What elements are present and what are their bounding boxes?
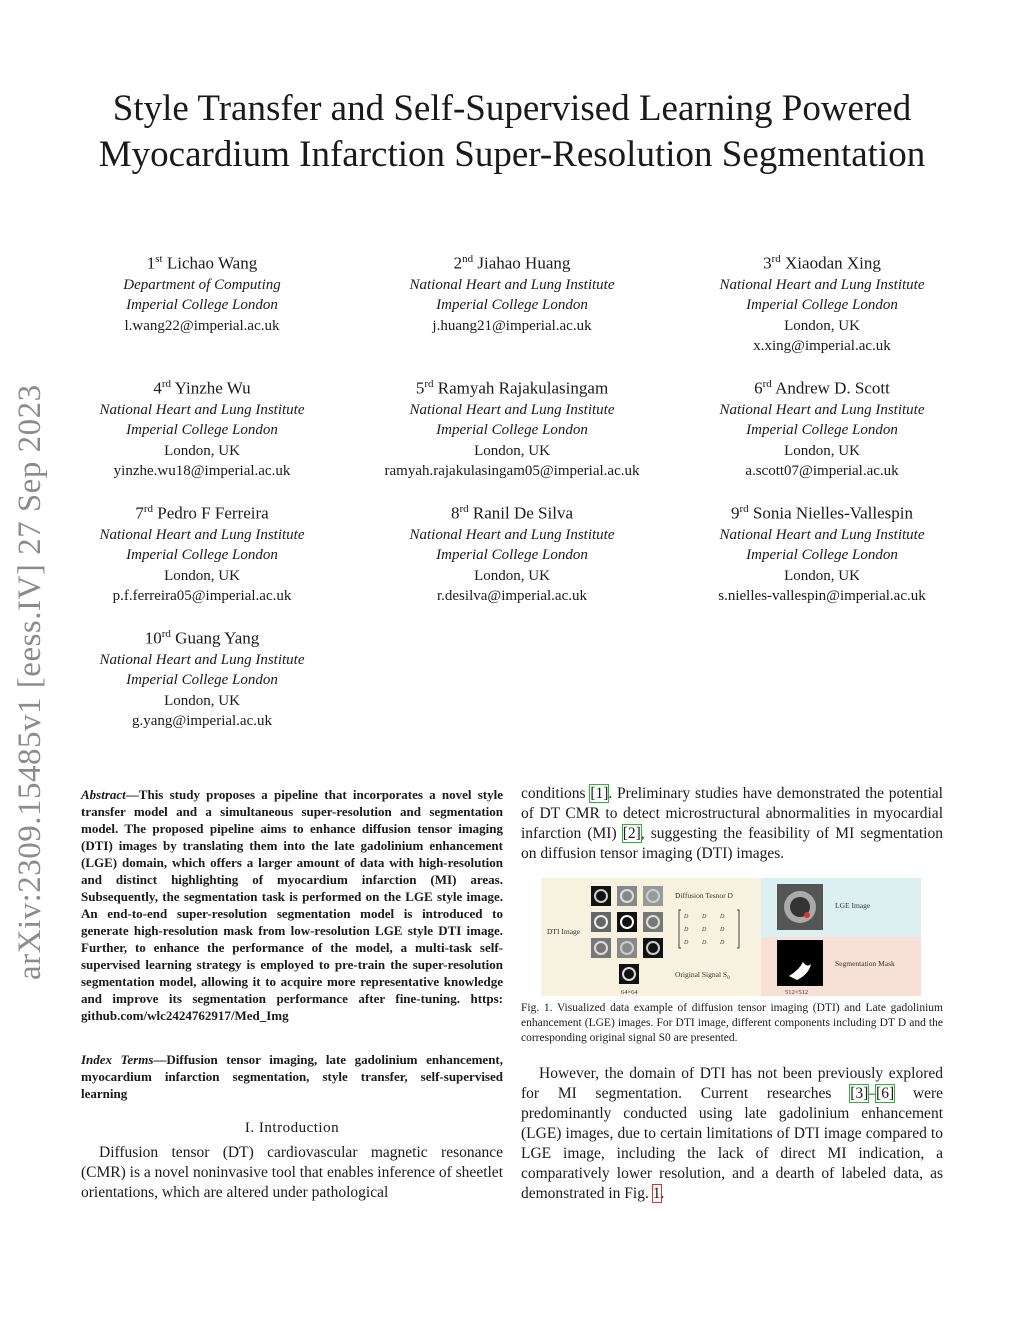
index-terms xyxy=(81,1051,503,1102)
segmentation-mask xyxy=(777,940,823,986)
right-paragraph-2 xyxy=(521,1064,943,1204)
author-email[interactable]: j.huang21@imperial.ac.uk xyxy=(432,317,592,334)
author-location: London, UK xyxy=(784,317,860,334)
author-department: National Heart and Lung Institute xyxy=(719,401,925,418)
lge-image xyxy=(777,884,823,930)
right-paragraph-1 xyxy=(521,784,943,864)
author-card xyxy=(662,373,982,482)
svg-text:D: D xyxy=(684,914,689,920)
size-large: 512×512 xyxy=(785,989,809,996)
author-card xyxy=(662,498,982,607)
abstract xyxy=(81,786,503,1024)
author-department: Department of Computing xyxy=(123,276,281,293)
author-location: London, UK xyxy=(164,442,240,459)
dti-label: DTI Image xyxy=(547,927,581,936)
figure-1 xyxy=(541,878,921,996)
arxiv-stamp: arXiv:2309.15485v1 [eess.IV] 27 Sep 2023 xyxy=(12,384,48,980)
citation-link[interactable]: [1] xyxy=(590,785,609,802)
author-email[interactable]: p.f.ferreira05@imperial.ac.uk xyxy=(112,588,292,605)
author-institution: Imperial College London xyxy=(126,422,278,439)
author-name: 6rd Andrew D. Scott xyxy=(754,378,890,398)
author-department: National Heart and Lung Institute xyxy=(719,276,925,293)
citation-link[interactable]: [3] xyxy=(850,1085,869,1102)
author-name: 5rd Ramyah Rajakulasingam xyxy=(415,378,609,398)
index-terms-label: Index Terms xyxy=(81,1052,154,1067)
author-department: National Heart and Lung Institute xyxy=(409,526,615,543)
author-email[interactable]: x.xing@imperial.ac.uk xyxy=(753,338,891,355)
figure-graphic xyxy=(541,878,921,996)
author-name: 7rd Pedro F Ferreira xyxy=(135,503,269,523)
author-institution: Imperial College London xyxy=(126,547,278,564)
figure-reference-link[interactable]: 1 xyxy=(652,1185,661,1202)
author-name: 3rd Xiaodan Xing xyxy=(763,253,881,273)
abstract-text: —This study proposes a pipeline that incorporates a novel style transfer model and a simultaneous super-resolution and segmentation model. The proposed pipeline aims to enhance diffusion tensor imaging (DTI) images by translating them into the late gadolinium enhancement (LGE) domain, which offers a larger amount of data with high-resolution and distinct highlighting of myocardium infarction (MI) areas. Subsequently, the segmentation task is performed on the LGE style image. An end-to-end super-resolution segmentation model is introduced to generate high-resolution mask from low-resolution LGE style DTI image. Further, to enhance the performance of the model, a multi-task self-supervised learning strategy is employed to pre-train the super-resolution segmentation model, allowing it to acquire more representative knowledge and improve its segmentation performance after fine-tuning. https: github.com/wlc2424762917/Med_Img xyxy=(81,787,503,1023)
author-card xyxy=(42,623,362,732)
svg-text:D: D xyxy=(702,927,707,933)
author-card xyxy=(42,248,362,336)
citation-link[interactable]: [6] xyxy=(876,1085,895,1102)
author-location: London, UK xyxy=(164,692,240,709)
author-card xyxy=(352,498,672,607)
author-location: London, UK xyxy=(784,567,860,584)
author-department: National Heart and Lung Institute xyxy=(409,276,615,293)
author-card xyxy=(352,248,672,336)
text-run: . Preliminary studies have demonstrated the potential of DT CMR to detect microstructural abnormalities in myocardial infarction (MI) xyxy=(521,785,943,842)
author-department: National Heart and Lung Institute xyxy=(409,401,615,418)
text-run: – xyxy=(868,1085,877,1102)
author-department: National Heart and Lung Institute xyxy=(99,526,305,543)
author-department: National Heart and Lung Institute xyxy=(99,651,305,668)
svg-text:D: D xyxy=(720,914,725,920)
author-location: London, UK xyxy=(474,442,550,459)
author-institution: Imperial College London xyxy=(746,422,898,439)
seg-label: Segmentation Mask xyxy=(835,959,895,968)
author-card xyxy=(42,373,362,482)
author-name: 10rd Guang Yang xyxy=(144,628,260,648)
author-email[interactable]: yinzhe.wu18@imperial.ac.uk xyxy=(113,463,291,480)
tensor-label: Diffusion Tesnor D xyxy=(675,891,733,900)
author-institution: Imperial College London xyxy=(126,297,278,314)
svg-text:D: D xyxy=(684,927,689,933)
author-email[interactable]: ramyah.rajakulasingam05@imperial.ac.uk xyxy=(384,463,640,480)
author-email[interactable]: l.wang22@imperial.ac.uk xyxy=(124,317,280,334)
svg-text:D: D xyxy=(684,940,689,946)
author-location: London, UK xyxy=(784,442,860,459)
svg-text:D: D xyxy=(702,940,707,946)
author-email[interactable]: g.yang@imperial.ac.uk xyxy=(131,713,273,730)
size-small: 64×64 xyxy=(621,989,638,996)
author-email[interactable]: a.scott07@imperial.ac.uk xyxy=(745,463,899,480)
author-location: London, UK xyxy=(164,567,240,584)
author-name: 8rd Ranil De Silva xyxy=(450,503,574,523)
figure-caption: Fig. 1. Visualized data example of diffusion tensor imaging (DTI) and Late gadolinium enhancement (LGE) images. For DTI image, different components including DT D and the corresponding original signal S0 are presented. xyxy=(521,1002,943,1044)
orig-signal-label: Original Signal $S_0$ xyxy=(675,970,730,981)
author-institution: Imperial College London xyxy=(126,672,278,689)
author-institution: Imperial College London xyxy=(746,297,898,314)
text-run: conditions xyxy=(521,785,591,802)
text-run: . xyxy=(660,1185,665,1202)
lge-label: LGE Image xyxy=(835,901,871,910)
author-email[interactable]: r.desilva@imperial.ac.uk xyxy=(436,588,587,605)
section-heading: I. Introduction xyxy=(244,1120,340,1136)
abstract-label: Abstract xyxy=(81,787,126,802)
text-run: , suggesting the feasibility of MI segmentation on diffusion tensor imaging (DTI) images. xyxy=(521,825,943,862)
author-institution: Imperial College London xyxy=(436,547,588,564)
index-terms-text: —Diffusion tensor imaging, late gadolinium enhancement, myocardium infarction segmentation, style transfer, self-supervised learning xyxy=(81,1052,503,1101)
svg-text:D: D xyxy=(720,940,725,946)
author-department: National Heart and Lung Institute xyxy=(719,526,925,543)
text-run: were predominantly conducted using late gadolinium enhancement (LGE) images, due to certain limitations of DTI image compared to LGE image, including the lack of direct MI indication, a comparatively lower resolution, and a dearth of labeled data, as demonstrated in Fig. xyxy=(521,1085,943,1202)
author-card xyxy=(42,498,362,607)
author-department: National Heart and Lung Institute xyxy=(99,401,305,418)
author-institution: Imperial College London xyxy=(746,547,898,564)
author-name: 1st Lichao Wang xyxy=(146,253,258,273)
author-card xyxy=(662,248,982,357)
author-name: 2nd Jiahao Huang xyxy=(453,253,571,273)
author-institution: Imperial College London xyxy=(436,422,588,439)
intro-paragraph: Diffusion tensor (DT) cardiovascular magnetic resonance (CMR) is a novel noninvasive tool that enables inference of sheetlet orientations, which are altered under pathological xyxy=(81,1144,503,1201)
author-name: 4rd Yinzhe Wu xyxy=(153,378,251,398)
text-run: However, the domain of DTI has not been previously explored for MI segmentation. Current researches xyxy=(521,1065,943,1102)
svg-text:D: D xyxy=(702,914,707,920)
author-name: 9rd Sonia Nielles-Vallespin xyxy=(731,503,913,523)
author-card xyxy=(352,373,672,482)
author-institution: Imperial College London xyxy=(436,297,588,314)
author-location: London, UK xyxy=(474,567,550,584)
author-email[interactable]: s.nielles-vallespin@imperial.ac.uk xyxy=(718,588,926,605)
paper-title: Style Transfer and Self-Supervised Learning Powered Myocardium Infarction Super-Resolution Segmentation xyxy=(98,88,926,175)
svg-text:D: D xyxy=(720,927,725,933)
citation-link[interactable]: [2] xyxy=(622,825,641,842)
